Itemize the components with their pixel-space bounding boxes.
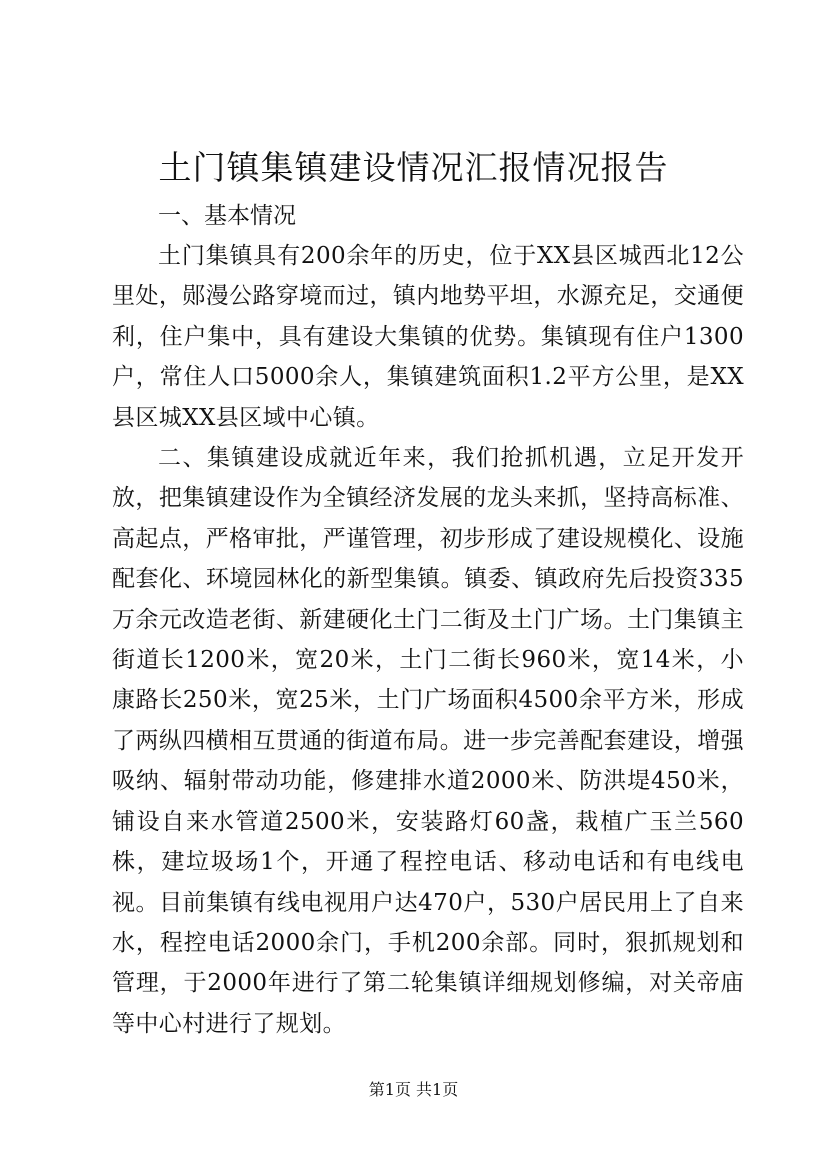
document-body (112, 196, 744, 1044)
document-title: 土门镇集镇建设情况汇报情况报告 (158, 148, 669, 187)
paragraph-basic-situation: 土门集镇具有200余年的历史，位于XX县区城西北12公里处，郧漫公路穿境而过，镇内地势平坦，水源充足，交通便利，住户集中，具有建设大集镇的优势。集镇现有住户1300户，常住人口5000余人，集镇建筑面积1.2平方公里，是XX县区城XX县区域中心镇。 (112, 243, 744, 431)
page-number-footer: 第1页 共1页 (368, 1080, 459, 1099)
section-heading-basic-situation: 一、基本情况 (158, 203, 296, 229)
paragraph-construction-achievements: 二、集镇建设成就近年来，我们抢抓机遇，立足开发开放，把集镇建设作为全镇经济发展的龙头来抓，坚持高标准、高起点，严格审批，严谨管理，初步形成了建设规模化、设施配套化、环境园林化的新型集镇。镇委、镇政府先后投资335万余元改造老街、新建硬化土门二街及土门广场。土门集镇主街道长1200米，宽20米，土门二街长960米，宽14米，小康路长250米，宽25米，土门广场面积4500余平方米，形成了两纵四横相互贯通的街道布局。进一步完善配套建设，增强吸纳、辐射带动功能，修建排水道2000米、防洪堤450米，铺设自来水管道2500米，安装路灯60盏，栽植广玉兰560株，建垃圾场1个，开通了程控电话、移动电话和有电线电视。目前集镇有线电视用户达470户，530户居民用上了自来水，程控电话2000余门，手机200余部。同时，狠抓规划和管理，于2000年进行了第二轮集镇详细规划修编，对关帝庙等中心村进行了规划。 (112, 445, 744, 1037)
